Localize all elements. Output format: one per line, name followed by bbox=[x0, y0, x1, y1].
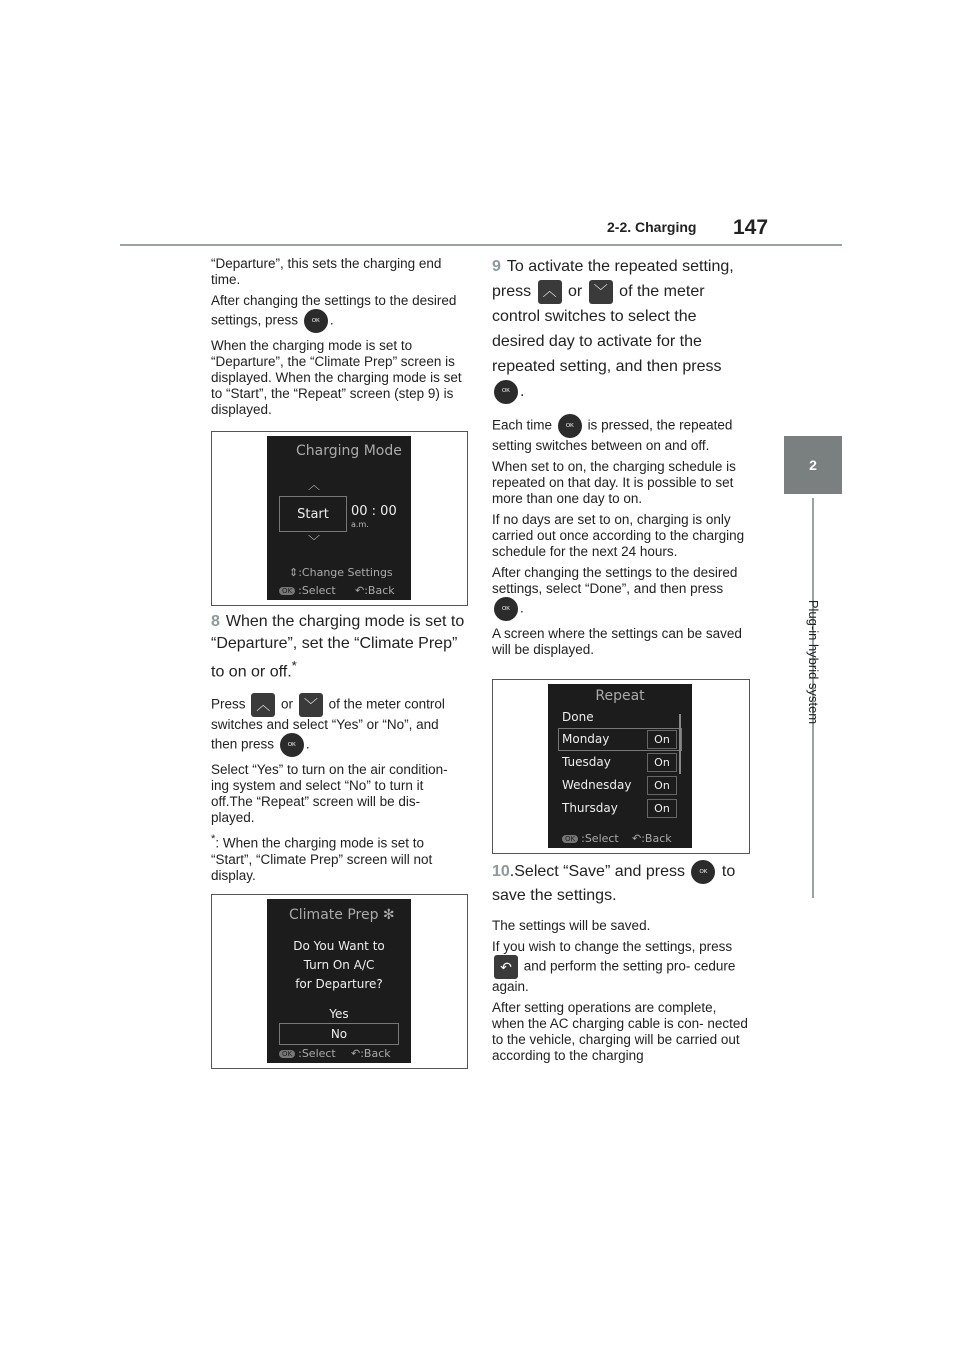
right-column-top bbox=[492, 254, 748, 663]
chapter-title: Plug-in hybrid system bbox=[806, 599, 822, 725]
mode-selector: Start bbox=[279, 496, 347, 532]
day-label: Thursday bbox=[562, 801, 618, 815]
charging-mode-screen bbox=[267, 436, 411, 600]
paragraph: Each time OK is pressed, the repeated setting switches between on and off. bbox=[492, 414, 748, 454]
ok-mini-icon: OK bbox=[279, 587, 295, 595]
paragraph: If you wish to change the settings, press ↶ and perform the setting pro- cedure again. bbox=[492, 939, 736, 995]
day-state: On bbox=[647, 753, 677, 772]
select-hint: OK :Select bbox=[562, 832, 619, 845]
header-rule bbox=[120, 244, 842, 246]
chevron-down-icon: ﹀ bbox=[308, 534, 321, 548]
screen-title: Climate Prep ✻ bbox=[289, 907, 395, 923]
fan-icon: ✻ bbox=[382, 907, 395, 923]
done-item: Done bbox=[562, 710, 594, 724]
ok-button-icon: OK bbox=[691, 860, 715, 884]
day-list bbox=[558, 728, 682, 820]
day-row bbox=[558, 728, 682, 751]
option-yes: Yes bbox=[329, 1007, 349, 1021]
day-label: Tuesday bbox=[562, 755, 611, 769]
paragraph: When the charging mode is set to “Departure”, the “Climate Prep” screen is displayed. When the charging mode is set to “Start”, the “Repeat” screen (step 9) is displayed. bbox=[211, 338, 462, 417]
paragraph: After changing the settings to the desired settings, press OK . bbox=[211, 293, 466, 333]
back-arrow-icon: ↶ bbox=[632, 832, 642, 845]
up-arrow-icon: ︿ bbox=[251, 693, 275, 717]
day-state: On bbox=[647, 799, 677, 818]
ok-button-icon: OK bbox=[304, 309, 328, 333]
chapter-tab bbox=[784, 436, 842, 494]
figure-repeat bbox=[492, 679, 750, 854]
page-number: 147 bbox=[733, 216, 769, 239]
paragraph: Select “Yes” to turn on the air condition- ing system and select “No” to turn it off.The “Repeat” screen will be dis- played. bbox=[211, 762, 448, 826]
left-column-step8 bbox=[211, 611, 466, 889]
back-hint: ↶:Back bbox=[355, 584, 395, 597]
scrollbar bbox=[679, 714, 681, 774]
screen-title: Charging Mode bbox=[296, 443, 402, 459]
time-value: 00 : 00 bbox=[351, 504, 397, 519]
paragraph: Press ︿ or ﹀ of the meter control switches and select “Yes” or “No”, and then press OK . bbox=[211, 693, 466, 757]
option-no: No bbox=[279, 1023, 399, 1045]
down-arrow-icon: ﹀ bbox=[589, 280, 613, 304]
day-row bbox=[558, 751, 682, 774]
step-10: 10.Select “Save” and press OK to save the settings. bbox=[492, 860, 748, 908]
paragraph: The settings will be saved. bbox=[492, 918, 651, 934]
up-arrow-icon: ︿ bbox=[538, 280, 562, 304]
figure-climate-prep bbox=[211, 894, 468, 1069]
select-hint: OK :Select bbox=[279, 1047, 336, 1060]
ok-mini-icon: OK bbox=[562, 835, 578, 843]
screen-title: Repeat bbox=[595, 688, 645, 704]
right-column-step10 bbox=[492, 860, 748, 1069]
step-8: 8 When the charging mode is set to “Departure”, set the “Climate Prep” to on or off.* bbox=[211, 613, 465, 681]
ok-button-icon: OK bbox=[558, 414, 582, 438]
paragraph: When set to on, the charging schedule is repeated on that day. It is possible to set more than one day to on. bbox=[492, 459, 736, 506]
left-column-top bbox=[211, 256, 466, 423]
chevron-up-icon: ︿ bbox=[308, 478, 321, 492]
repeat-screen bbox=[548, 684, 692, 848]
figure-charging-mode bbox=[211, 431, 468, 606]
day-label: Wednesday bbox=[562, 778, 632, 792]
section-title: 2-2. Charging bbox=[607, 219, 697, 235]
paragraph: If no days are set to on, charging is only carried out once according to the charging schedule for the next 24 hours. bbox=[492, 512, 745, 559]
ok-mini-icon: OK bbox=[279, 1050, 295, 1058]
time-ampm: a.m. bbox=[351, 520, 369, 529]
paragraph: “Departure”, this sets the charging end time. bbox=[211, 256, 442, 287]
ok-button-icon: OK bbox=[494, 597, 518, 621]
select-hint: OK :Select bbox=[279, 584, 336, 597]
back-hint: ↶:Back bbox=[351, 1047, 391, 1060]
ok-button-icon: OK bbox=[280, 733, 304, 757]
back-arrow-icon: ↶ bbox=[494, 955, 518, 979]
paragraph: After setting operations are complete, when the AC charging cable is con- nected to the vehicle, charging will be carried out according to the charging bbox=[492, 1000, 748, 1064]
day-row bbox=[558, 797, 682, 820]
back-hint: ↶:Back bbox=[632, 832, 672, 845]
paragraph: After changing the settings to the desired settings, select “Done”, and then press OK . bbox=[492, 565, 748, 621]
day-state: On bbox=[647, 776, 677, 795]
ok-button-icon: OK bbox=[494, 380, 518, 404]
paragraph: A screen where the settings can be saved will be displayed. bbox=[492, 626, 742, 657]
climate-prep-screen bbox=[267, 899, 411, 1063]
down-arrow-icon: ﹀ bbox=[299, 693, 323, 717]
change-settings-hint: ⇕:Change Settings bbox=[289, 566, 393, 579]
day-state: On bbox=[647, 730, 677, 749]
chapter-number: 2 bbox=[809, 457, 817, 473]
back-arrow-icon: ↶ bbox=[351, 1047, 361, 1060]
day-row bbox=[558, 774, 682, 797]
back-arrow-icon: ↶ bbox=[355, 584, 365, 597]
step-9: 9 To activate the repeated setting, press ︿ or ﹀ of the meter control switches to select the desired day to activate for the repeated setting, and then press OK . bbox=[492, 254, 748, 404]
footnote: *: When the charging mode is set to “Start”, “Climate Prep” screen will not display. bbox=[211, 833, 433, 883]
question: Do You Want to Turn On A/C for Departure? bbox=[293, 939, 385, 991]
day-label: Monday bbox=[562, 732, 610, 746]
